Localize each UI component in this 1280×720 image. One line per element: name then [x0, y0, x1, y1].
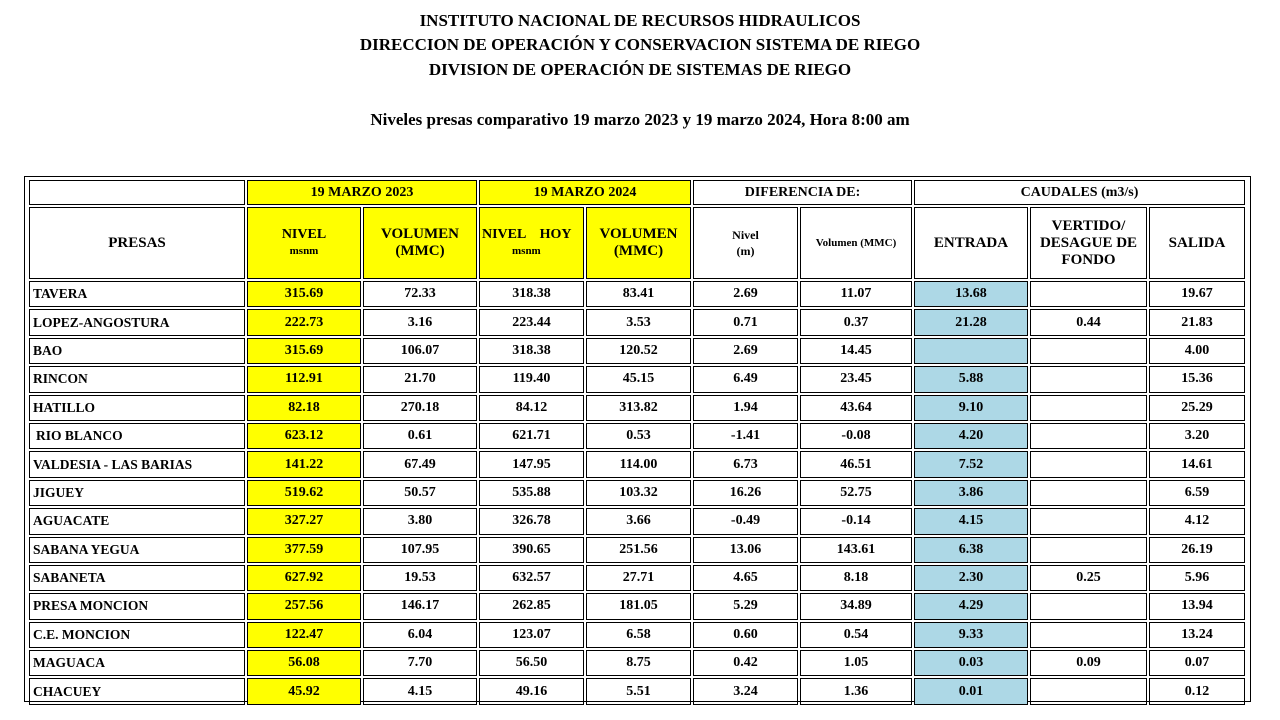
cell-entrada: 2.30: [914, 565, 1028, 591]
cell-presa: PRESA MONCION: [29, 593, 245, 619]
col-volumen-2023-line1: VOLUMEN: [380, 226, 460, 242]
col-vertido-line1: VERTIDO/: [1051, 217, 1126, 234]
cell-salida: 0.07: [1149, 650, 1245, 676]
cell-presa: SABANA YEGUA: [29, 537, 245, 563]
cell-nivel-2023: 327.27: [247, 508, 361, 534]
cell-presa: C.E. MONCION: [29, 622, 245, 648]
table-row: [29, 309, 1245, 335]
cell-volumen-2023: 146.17: [363, 593, 477, 619]
cell-presa: MAGUACA: [29, 650, 245, 676]
institution-title: INSTITUTO NACIONAL DE RECURSOS HIDRAULICOS: [419, 11, 861, 30]
cell-diff-volumen: 43.64: [800, 395, 912, 421]
cell-diff-nivel: -1.41: [693, 423, 798, 449]
table-row: [29, 451, 1245, 477]
group-header-row: [29, 180, 1245, 205]
cell-vertido: 0.09: [1030, 650, 1147, 676]
cell-diff-volumen: 11.07: [800, 281, 912, 307]
cell-nivel-2023: 56.08: [247, 650, 361, 676]
table-row: [29, 650, 1245, 676]
cell-diff-volumen: 34.89: [800, 593, 912, 619]
cell-nivel-2023: 627.92: [247, 565, 361, 591]
cell-salida: 6.59: [1149, 480, 1245, 506]
direction-title: DIRECCION DE OPERACIÓN Y CONSERVACION SISTEMA DE RIEGO: [359, 35, 921, 54]
cell-presa: RINCON: [29, 366, 245, 392]
cell-salida: 13.94: [1149, 593, 1245, 619]
cell-volumen-2024: 45.15: [586, 366, 691, 392]
column-header-row: [29, 207, 1245, 279]
cell-volumen-2023: 19.53: [363, 565, 477, 591]
cell-volumen-2024: 251.56: [586, 537, 691, 563]
table-row: [29, 423, 1245, 449]
cell-nivel-2024: 49.16: [479, 678, 584, 704]
cell-salida: 26.19: [1149, 537, 1245, 563]
cell-diff-nivel: 0.60: [693, 622, 798, 648]
presas-group-blank: [29, 180, 245, 205]
cell-vertido: [1030, 366, 1147, 392]
cell-presa: RIO BLANCO: [29, 423, 245, 449]
col-nivel-2023: [247, 207, 361, 279]
cell-presa: AGUACATE: [29, 508, 245, 534]
cell-entrada: 13.68: [914, 281, 1028, 307]
col-volumen-2024-line2: (MMC): [613, 243, 664, 259]
cell-nivel-2024: 621.71: [479, 423, 584, 449]
cell-vertido: [1030, 423, 1147, 449]
col-nivel-2024-line1: NIVEL HOY: [482, 227, 572, 242]
cell-nivel-2024: 84.12: [479, 395, 584, 421]
col-volumen-2024: [586, 207, 691, 279]
cell-presa: TAVERA: [29, 281, 245, 307]
col-diff-nivel: [693, 207, 798, 279]
cell-volumen-2023: 67.49: [363, 451, 477, 477]
cell-nivel-2023: 519.62: [247, 480, 361, 506]
cell-salida: 4.00: [1149, 338, 1245, 364]
cell-vertido: [1030, 480, 1147, 506]
cell-diff-nivel: 1.94: [693, 395, 798, 421]
cell-entrada: 7.52: [914, 451, 1028, 477]
cell-entrada: 6.38: [914, 537, 1028, 563]
col-nivel-2024-line2: msnm: [512, 245, 541, 257]
table-row: [29, 366, 1245, 392]
cell-volumen-2023: 72.33: [363, 281, 477, 307]
cell-diff-volumen: 8.18: [800, 565, 912, 591]
cell-nivel-2024: 390.65: [479, 537, 584, 563]
cell-entrada: 0.03: [914, 650, 1028, 676]
cell-presa: VALDESIA - LAS BARIAS: [29, 451, 245, 477]
cell-vertido: 0.25: [1030, 565, 1147, 591]
cell-volumen-2023: 270.18: [363, 395, 477, 421]
cell-salida: 4.12: [1149, 508, 1245, 534]
col-entrada: ENTRADA: [914, 207, 1028, 279]
cell-nivel-2024: 318.38: [479, 281, 584, 307]
table-row: [29, 395, 1245, 421]
cell-diff-volumen: -0.08: [800, 423, 912, 449]
cell-nivel-2023: 45.92: [247, 678, 361, 704]
col-nivel-2024: [479, 207, 584, 279]
cell-diff-volumen: 52.75: [800, 480, 912, 506]
table-body: [29, 281, 1245, 705]
col-salida: SALIDA: [1149, 207, 1245, 279]
cell-entrada: 9.33: [914, 622, 1028, 648]
cell-volumen-2023: 3.16: [363, 309, 477, 335]
cell-volumen-2024: 8.75: [586, 650, 691, 676]
cell-vertido: [1030, 281, 1147, 307]
cell-vertido: 0.44: [1030, 309, 1147, 335]
col-diff-volumen: Volumen (MMC): [800, 207, 912, 279]
cell-vertido: [1030, 537, 1147, 563]
cell-diff-nivel: 6.73: [693, 451, 798, 477]
cell-presa: SABANETA: [29, 565, 245, 591]
cell-nivel-2024: 56.50: [479, 650, 584, 676]
cell-volumen-2024: 83.41: [586, 281, 691, 307]
cell-diff-volumen: 0.54: [800, 622, 912, 648]
cell-nivel-2023: 315.69: [247, 338, 361, 364]
col-nivel-2023-line1: NIVEL: [281, 227, 327, 242]
cell-volumen-2024: 181.05: [586, 593, 691, 619]
col-vertido-line3: FONDO: [1061, 251, 1116, 268]
col-diff-nivel-line1: Nivel: [732, 228, 759, 242]
cell-diff-nivel: 6.49: [693, 366, 798, 392]
cell-diff-nivel: 4.65: [693, 565, 798, 591]
cell-entrada: 5.88: [914, 366, 1028, 392]
col-presas: PRESAS: [29, 207, 245, 279]
dam-levels-table-frame: [24, 176, 1251, 702]
cell-diff-nivel: 0.42: [693, 650, 798, 676]
cell-volumen-2024: 0.53: [586, 423, 691, 449]
col-volumen-2023-line2: (MMC): [395, 243, 445, 259]
cell-salida: 15.36: [1149, 366, 1245, 392]
division-title: DIVISION DE OPERACIÓN DE SISTEMAS DE RIEGO: [428, 60, 852, 79]
group-diferencia: DIFERENCIA DE:: [693, 180, 912, 205]
cell-nivel-2024: 223.44: [479, 309, 584, 335]
cell-volumen-2024: 6.58: [586, 622, 691, 648]
cell-nivel-2023: 222.73: [247, 309, 361, 335]
cell-volumen-2024: 114.00: [586, 451, 691, 477]
cell-volumen-2023: 6.04: [363, 622, 477, 648]
cell-entrada: 0.01: [914, 678, 1028, 704]
col-vertido: [1030, 207, 1147, 279]
cell-volumen-2023: 50.57: [363, 480, 477, 506]
cell-nivel-2023: 122.47: [247, 622, 361, 648]
cell-salida: 13.24: [1149, 622, 1245, 648]
cell-entrada: [914, 338, 1028, 364]
cell-salida: 14.61: [1149, 451, 1245, 477]
cell-salida: 19.67: [1149, 281, 1245, 307]
cell-volumen-2023: 106.07: [363, 338, 477, 364]
cell-volumen-2023: 7.70: [363, 650, 477, 676]
table-row: [29, 281, 1245, 307]
cell-nivel-2024: 318.38: [479, 338, 584, 364]
cell-diff-nivel: 5.29: [693, 593, 798, 619]
cell-volumen-2024: 27.71: [586, 565, 691, 591]
cell-diff-nivel: -0.49: [693, 508, 798, 534]
cell-vertido: [1030, 678, 1147, 704]
table-row: [29, 622, 1245, 648]
col-diff-nivel-line2: (m): [736, 244, 755, 258]
cell-entrada: 4.20: [914, 423, 1028, 449]
cell-vertido: [1030, 395, 1147, 421]
cell-entrada: 4.15: [914, 508, 1028, 534]
cell-diff-volumen: 143.61: [800, 537, 912, 563]
cell-volumen-2024: 3.66: [586, 508, 691, 534]
cell-volumen-2024: 313.82: [586, 395, 691, 421]
table-row: [29, 678, 1245, 704]
table-row: [29, 338, 1245, 364]
group-2024: 19 MARZO 2024: [479, 180, 691, 205]
cell-vertido: [1030, 508, 1147, 534]
cell-volumen-2024: 103.32: [586, 480, 691, 506]
cell-volumen-2023: 21.70: [363, 366, 477, 392]
cell-diff-volumen: 1.36: [800, 678, 912, 704]
dam-levels-table: [27, 178, 1247, 707]
cell-nivel-2023: 112.91: [247, 366, 361, 392]
cell-diff-volumen: 14.45: [800, 338, 912, 364]
cell-nivel-2023: 141.22: [247, 451, 361, 477]
cell-diff-volumen: 1.05: [800, 650, 912, 676]
cell-salida: 5.96: [1149, 565, 1245, 591]
cell-diff-nivel: 3.24: [693, 678, 798, 704]
cell-salida: 3.20: [1149, 423, 1245, 449]
cell-presa: JIGUEY: [29, 480, 245, 506]
cell-volumen-2024: 120.52: [586, 338, 691, 364]
cell-diff-volumen: 0.37: [800, 309, 912, 335]
col-vertido-line2: DESAGUE DE: [1039, 234, 1138, 251]
cell-nivel-2024: 535.88: [479, 480, 584, 506]
cell-diff-volumen: -0.14: [800, 508, 912, 534]
cell-diff-nivel: 2.69: [693, 281, 798, 307]
cell-entrada: 21.28: [914, 309, 1028, 335]
cell-entrada: 4.29: [914, 593, 1028, 619]
cell-diff-nivel: 16.26: [693, 480, 798, 506]
group-caudales: CAUDALES (m3/s): [914, 180, 1245, 205]
col-volumen-2023: [363, 207, 477, 279]
cell-vertido: [1030, 451, 1147, 477]
report-subtitle: Niveles presas comparativo 19 marzo 2023 y 19 marzo 2024, Hora 8:00 am: [370, 110, 910, 129]
cell-diff-nivel: 2.69: [693, 338, 798, 364]
cell-entrada: 3.86: [914, 480, 1028, 506]
cell-nivel-2024: 262.85: [479, 593, 584, 619]
cell-presa: CHACUEY: [29, 678, 245, 704]
cell-vertido: [1030, 338, 1147, 364]
cell-nivel-2023: 82.18: [247, 395, 361, 421]
cell-diff-volumen: 23.45: [800, 366, 912, 392]
cell-volumen-2023: 107.95: [363, 537, 477, 563]
cell-presa: LOPEZ-ANGOSTURA: [29, 309, 245, 335]
cell-nivel-2023: 315.69: [247, 281, 361, 307]
table-row: [29, 593, 1245, 619]
cell-nivel-2024: 632.57: [479, 565, 584, 591]
table-row: [29, 480, 1245, 506]
cell-presa: BAO: [29, 338, 245, 364]
cell-vertido: [1030, 593, 1147, 619]
group-2023: 19 MARZO 2023: [247, 180, 477, 205]
table-row: [29, 537, 1245, 563]
cell-volumen-2023: 4.15: [363, 678, 477, 704]
table-row: [29, 508, 1245, 534]
cell-nivel-2023: 257.56: [247, 593, 361, 619]
cell-volumen-2024: 3.53: [586, 309, 691, 335]
cell-salida: 25.29: [1149, 395, 1245, 421]
cell-nivel-2023: 377.59: [247, 537, 361, 563]
cell-volumen-2024: 5.51: [586, 678, 691, 704]
col-nivel-2023-line2: msnm: [289, 245, 319, 257]
cell-diff-nivel: 0.71: [693, 309, 798, 335]
cell-salida: 0.12: [1149, 678, 1245, 704]
table-row: [29, 565, 1245, 591]
cell-volumen-2023: 3.80: [363, 508, 477, 534]
cell-nivel-2024: 147.95: [479, 451, 584, 477]
cell-nivel-2023: 623.12: [247, 423, 361, 449]
cell-nivel-2024: 123.07: [479, 622, 584, 648]
cell-presa: HATILLO: [29, 395, 245, 421]
cell-diff-volumen: 46.51: [800, 451, 912, 477]
cell-nivel-2024: 326.78: [479, 508, 584, 534]
cell-salida: 21.83: [1149, 309, 1245, 335]
cell-vertido: [1030, 622, 1147, 648]
cell-entrada: 9.10: [914, 395, 1028, 421]
cell-volumen-2023: 0.61: [363, 423, 477, 449]
cell-diff-nivel: 13.06: [693, 537, 798, 563]
col-volumen-2024-line1: VOLUMEN: [599, 226, 678, 242]
cell-nivel-2024: 119.40: [479, 366, 584, 392]
